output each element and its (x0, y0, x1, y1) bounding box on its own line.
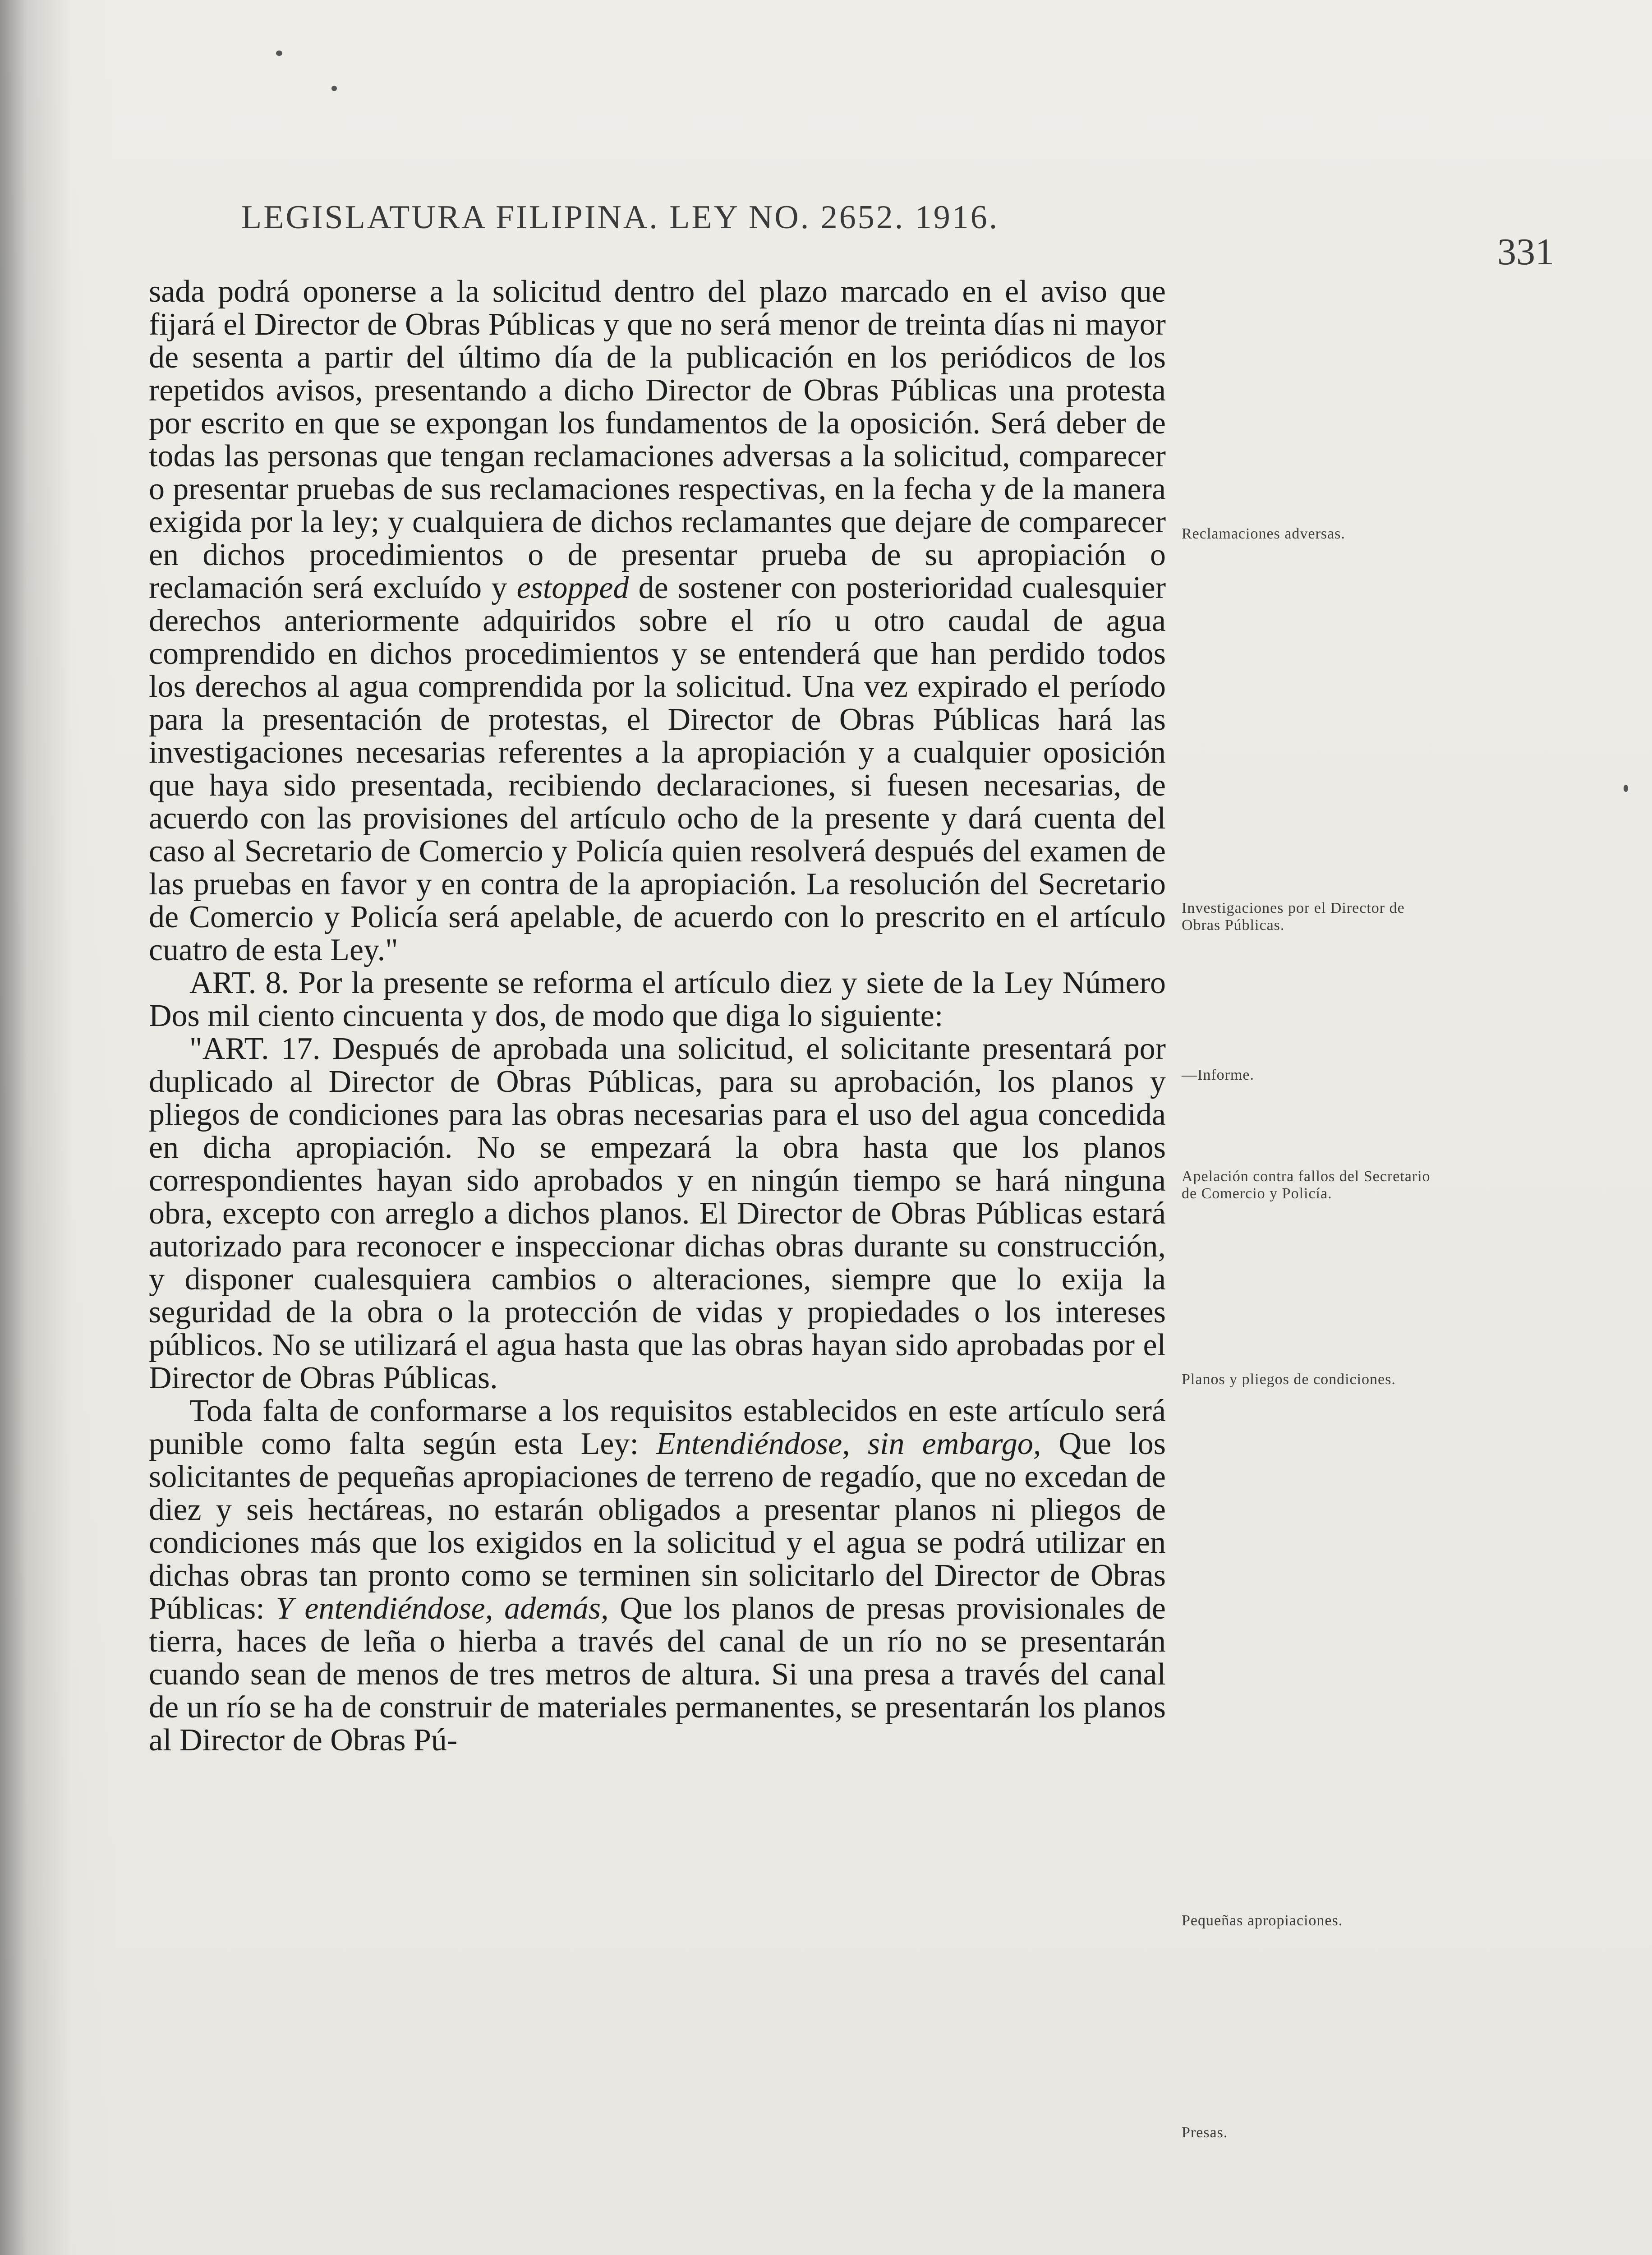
running-header (241, 198, 1166, 237)
italic-proviso: Y entendiéndose, además, (276, 1591, 609, 1626)
paragraph-text: sada podrá oponerse a la solicitud dentro del plazo marcado en el aviso que fijará el Director de Obras Públicas y que no será menor de treinta días ni mayor de sesenta a partir del último día de la publicación en los periódicos de los repetidos avisos, presentando a dicho Director de Obras Públicas una protesta por escrito en que se expongan los fundamentos de la oposición. Será deber de todas las personas que tengan reclamaciones adversas a la solicitud, comparecer o presentar pruebas de sus reclamaciones respectivas, en la fecha y de la manera exigida por la ley; y cualquiera de dichos reclamantes que dejare de comparecer en dichos procedimientos o de presentar prueba de su apropiación o reclamación será excluído y (149, 275, 1166, 605)
italic-proviso: Entendiéndose, sin embargo, (656, 1427, 1041, 1461)
paragraph-continuation (149, 275, 1166, 966)
article-17-paragraph (149, 1032, 1166, 1394)
running-title: LEGISLATURA FILIPINA. LEY NO. 2652. 1916. (241, 199, 999, 236)
margin-note-informe: —Informe. (1182, 1067, 1255, 1083)
article-8-paragraph (149, 966, 1166, 1032)
paragraph-text: Toda falta de conformarse a los requisitos establecidos en este artículo será punible como falta según esta Ley: (149, 1394, 1166, 1461)
scan-speck (276, 51, 282, 56)
paragraph-text: Que los planos de presas provisionales de tierra, haces de leña o hierba a través del canal de un río no se presentarán cuando sean de menos de tres metros de altura. Si una presa a través del canal de un río se ha de construir de materiales permanentes, se presentarán los planos al Director de Obras Pú- (149, 1591, 1166, 1758)
italic-term: estopped (516, 571, 629, 605)
paragraph-text: Después de aprobada una solicitud, el solicitante presentará por duplicado al Director de Obras Públicas, para su aprobación, los planos y pliegos de condiciones para las obras necesarias para el uso del agua concedida en dicha apropiación. No se empezará la obra hasta que los planos correspondientes hayan sido aprobados y en ningún tiempo se hará ninguna obra, excepto con arreglo a dichos planos. El Director de Obras Públicas estará autorizado para reconocer e inspeccionar dichas obras durante su construcción, y disponer cualesquiera cambios o alteraciones, siempre que lo exija la seguridad de la obra o la protección de vidas y propiedades o los intereses públicos. No se utilizará el agua hasta que las obras hayan sido aprobadas por el Director de Obras Públicas. (149, 1031, 1166, 1395)
article-label: ART. 8. (189, 966, 289, 1000)
provisos-paragraph (149, 1394, 1166, 1757)
scan-speck (1624, 785, 1628, 792)
margin-note-reclamaciones: Reclamaciones adversas. (1182, 525, 1345, 542)
margin-note-pequenas: Pequeñas apropiaciones. (1182, 1912, 1343, 1929)
margin-note-apelacion: Apelación contra fallos del Secretario de Comercio y Policía. (1182, 1168, 1431, 1202)
page-number: 331 (1497, 231, 1554, 273)
paragraph-text: Por la presente se reforma el artículo diez y siete de la Ley Número Dos mil ciento cincuenta y dos, de modo que diga lo siguiente: (149, 966, 1166, 1033)
margin-note-investigaciones: Investigaciones por el Director de Obras Públicas. (1182, 900, 1405, 934)
margin-note-planos: Planos y pliegos de condiciones. (1182, 1371, 1396, 1388)
scan-speck (331, 86, 337, 91)
paragraph-text: Que los solicitantes de pequeñas apropiaciones de terreno de regadío, que no excedan de diez y seis hectáreas, no estarán obligados a presentar planos ni pliegos de condiciones más que los exigidos en la solicitud y el agua se podrá utilizar en dichas obras tan pronto como se terminen sin solicitarlo del Director de Obras Públicas: (149, 1427, 1166, 1626)
article-label: "ART. 17. (189, 1031, 321, 1066)
paragraph-text: de sostener con posterioridad cualesquier derechos anteriormente adquiridos sobre el río u otro caudal de agua comprendido en dichos procedimientos y se entenderá que han perdido todos los derechos al agua comprendida por la solicitud. Una vez expirado el período para la presentación de protestas, el Director de Obras Públicas hará las investigaciones necesarias referentes a la apropiación y a cualquier oposición que haya sido presentada, recibiendo declaraciones, si fuesen necesarias, de acuerdo con las provisiones del artículo ocho de la presente y dará cuenta del caso al Secretario de Comercio y Policía quien resolverá después del examen de las pruebas en favor y en contra de la apropiación. La resolución del Secretario de Comercio y Policía será apelable, de acuerdo con lo prescrito en el artículo cuatro de esta Ley." (149, 571, 1166, 967)
margin-note-presas: Presas. (1182, 2124, 1228, 2141)
body-text (149, 275, 1166, 2255)
